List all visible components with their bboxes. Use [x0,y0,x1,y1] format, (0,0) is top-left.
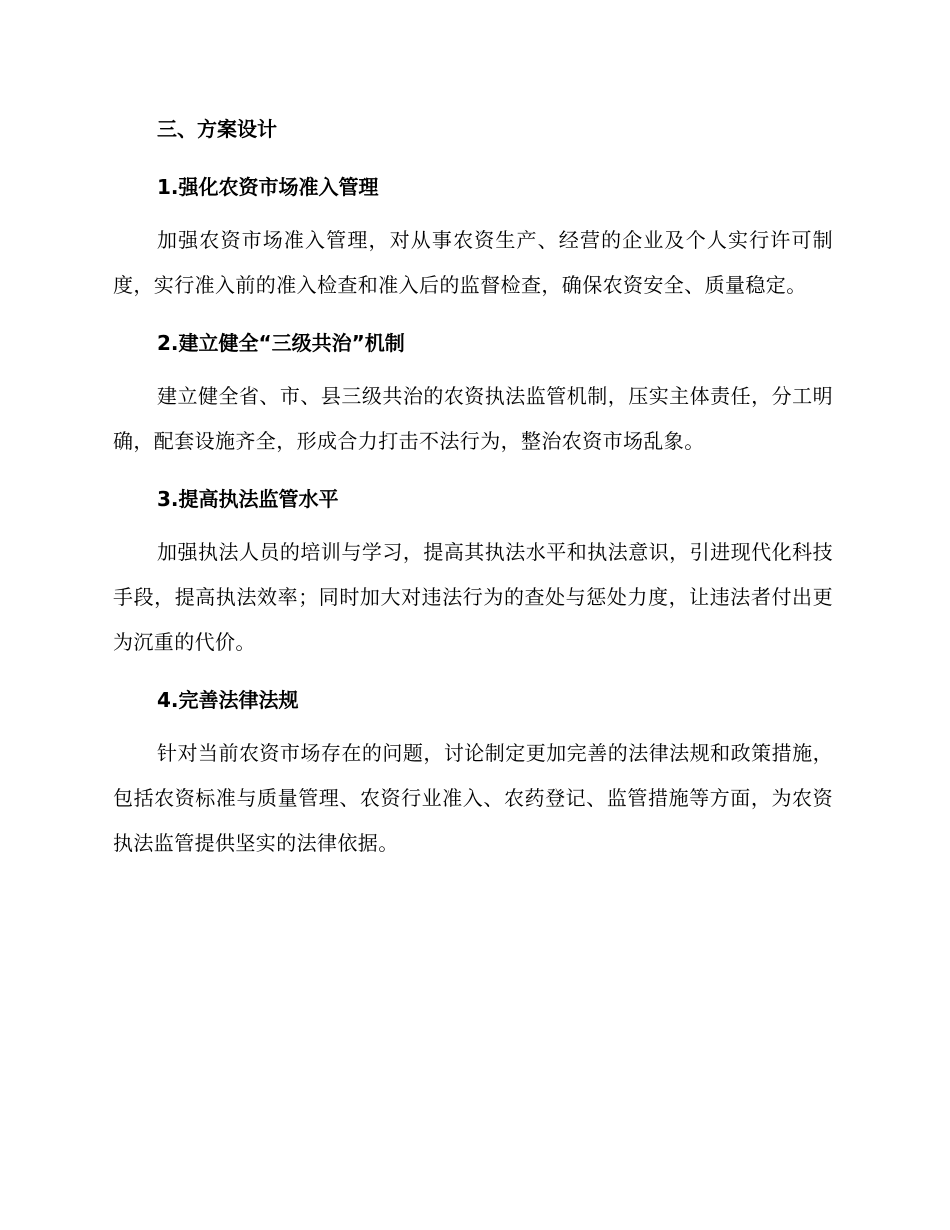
item-2-heading: 2.建立健全“三级共治”机制 [157,331,405,355]
item-4-paragraph: 针对当前农资市场存在的问题，讨论制定更加完善的法律法规和政策措施，包括农资标准与质量管理、农资行业准入、农药登记、监管措施等方面，为农资执法监管提供坚实的法律依据。 [113,741,833,855]
item-1-heading: 1.强化农资市场准入管理 [157,175,379,199]
item-2-paragraph: 建立健全省、市、县三级共治的农资执法监管机制，压实主体责任，分工明确，配套设施齐全，形成合力打击不法行为，整治农资市场乱象。 [113,384,833,453]
item-1-paragraph: 加强农资市场准入管理，对从事农资生产、经营的企业及个人实行许可制度，实行准入前的准入检查和准入后的监督检查，确保农资安全、质量稳定。 [113,228,833,297]
document-body [113,112,833,866]
section-title: 三、方案设计 [157,117,277,141]
item-4-heading: 4.完善法律法规 [157,688,299,712]
item-3-heading: 3.提高执法监管水平 [157,487,339,511]
item-3-paragraph: 加强执法人员的培训与学习，提高其执法水平和执法意识，引进现代化科技手段，提高执法效率；同时加大对违法行为的查处与惩处力度，让违法者付出更为沉重的代价。 [113,540,833,654]
